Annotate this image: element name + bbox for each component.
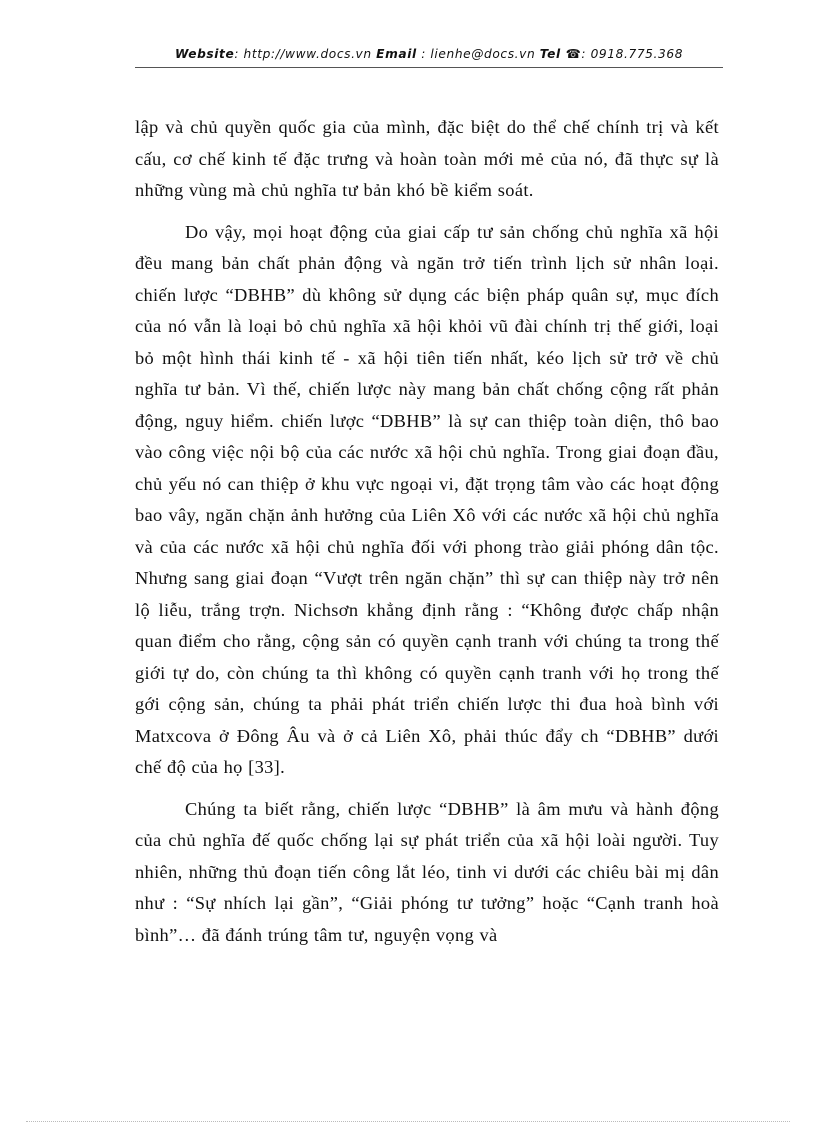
email-label: Email xyxy=(376,47,417,61)
email-value: : lienhe@docs.vn xyxy=(416,47,540,61)
paragraph-continuation: lập và chủ quyền quốc gia của mình, đặc biệt do thể chế chính trị và kết cấu, cơ chế kinh tế đặc trưng và hoàn toàn mới mẻ của nó, đã thực sự là những vùng mà chủ nghĩa tư bản khó bề kiểm soát. xyxy=(135,117,719,200)
footer-divider xyxy=(26,1121,790,1122)
tel-value: : 0918.775.368 xyxy=(581,47,684,61)
header-divider xyxy=(135,67,723,68)
website-label: Website xyxy=(174,47,235,61)
page-header xyxy=(135,47,723,67)
paragraph-body: Do vậy, mọi hoạt động của giai cấp tư sản chống chủ nghĩa xã hội đều mang bản chất phản động và ngăn trở tiến trình lịch sử nhân loại. chiến lược “DBHB” dù không sử dụng các biện pháp quân sự, mục đích của nó vẫn là loại bỏ chủ nghĩa xã hội khỏi vũ đài chính trị thế giới, loại bỏ một hình thái kinh tế - xã hội tiên tiến nhất, kéo lịch sử trở về chủ nghĩa tư bản. Vì thế, chiến lược này mang bản chất chống cộng rất phản động, nguy hiểm. chiến lược “DBHB” là sự can thiệp toàn diện, thô bao vào công việc nội bộ của các nước xã hội chủ nghĩa. Trong giai đoạn đầu, chủ yếu nó can thiệp ở khu vực ngoại vi, đặt trọng tâm vào các hoạt động bao vây, ngăn chặn ảnh hưởng của Liên Xô với các nước xã hội chủ nghĩa và của các nước xã hội chủ nghĩa đối với phong trào giải phóng dân tộc. Nhưng sang giai đoạn “Vượt trên ngăn chặn” thì sự can thiệp này trở nên lộ liễu, trắng trợn. Nichsơn khẳng định rằng : “Không được chấp nhận quan điểm cho rằng, cộng sản có quyền cạnh tranh với chúng ta trong thế giới tự do, còn chúng ta thì không có quyền cạnh tranh với họ trong thế gới cộng sản, chúng ta phải phát triển chiến lược thi đua hoà bình với Matxcova ở Đông Âu và ở cả Liên Xô, phải thúc đẩy ch “DBHB” dưới chế độ của họ [33]. xyxy=(135,221,719,777)
tel-label: Tel ☎ xyxy=(539,47,582,61)
paragraph-body: Chúng ta biết rằng, chiến lược “DBHB” là âm mưu và hành động của chủ nghĩa đế quốc chống lại sự phát triển của xã hội loài người. Tuy nhiên, những thủ đoạn tiến công lắt léo, tinh vi dưới các chiêu bài mị dân như : “Sự nhích lại gần”, “Giải phóng tư tưởng” hoặc “Cạnh tranh hoà bình”… đã đánh trúng tâm tư, nguyện vọng và xyxy=(135,798,719,945)
document-body xyxy=(135,112,719,951)
website-value: : http://www.docs.vn xyxy=(234,47,377,61)
